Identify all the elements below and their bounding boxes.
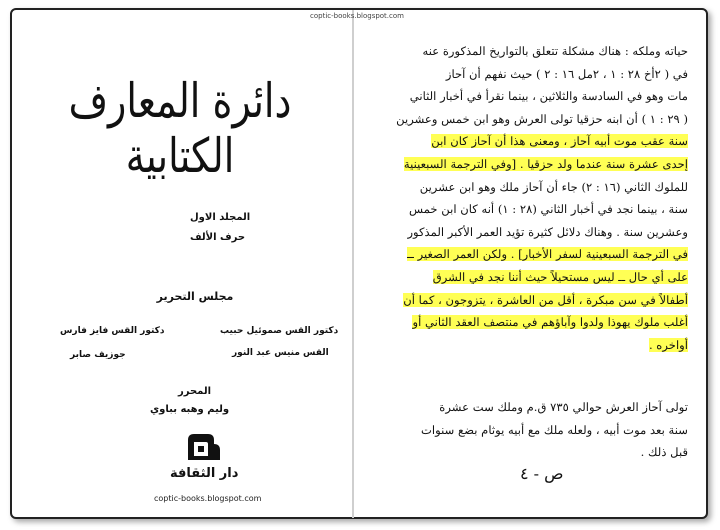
- text-line: [370, 108, 688, 131]
- letter-label: حرف الألف: [190, 232, 246, 243]
- text-line: [370, 40, 688, 63]
- editorial-board-heading: مجلس التحرير: [156, 290, 234, 303]
- editor-heading: المحرر: [178, 386, 212, 397]
- text-line-content: سنة عقب موت أبيه آحاز ، ومعنى هذا أن آحاز كان ابن: [431, 134, 688, 149]
- text-line: [370, 311, 688, 334]
- watermark: coptic-books.blogspot.com: [310, 12, 404, 20]
- article-text: [370, 40, 688, 356]
- article-paragraph: [370, 396, 688, 464]
- text-line-content: على أي حال ــ ليس مستحيلاً حيث أننا نجد في الشرق: [432, 269, 688, 284]
- board-member: دكتور القس فايز فارس: [60, 326, 165, 336]
- text-line: [370, 176, 688, 199]
- book-title: دائرة المعارف الكتابية: [68, 73, 292, 183]
- text-line: تولى آحاز العرش حوالي ٧٣٥ ق.م وملك ست عشرة: [439, 400, 688, 414]
- text-line: [370, 266, 688, 289]
- board-member: دكتور القس صموئيل حبيب: [220, 326, 339, 336]
- text-line-content: ( ٢٩ : ١ ) أن ابنه حزقيا تولى العرش وهو ابن خمس وعشرين: [396, 111, 688, 126]
- text-line-content: سنة ، بينما نجد في أخبار الثاني (٢٨ : ١) أنه كان ابن خمس: [408, 202, 688, 217]
- text-line-content: أطفالاً في سن مبكرة ، أقل من العاشرة ، يتزوجون ، كما أن: [403, 292, 688, 307]
- text-line: [370, 63, 688, 86]
- text-line: سنة بعد موت أبيه ، ولعله ملك مع أبيه يوثام بضع سنوات: [421, 422, 688, 437]
- text-line: [370, 221, 688, 244]
- page-spine-divider: [352, 10, 354, 518]
- blog-url: coptic-books.blogspot.com: [154, 494, 262, 503]
- text-line-content: أواخره .: [648, 337, 688, 352]
- text-line: قبل ذلك .: [640, 445, 688, 460]
- editor-name: وليم وهبه بباوي: [150, 404, 230, 415]
- text-line-content: مات وهو في السادسة والثلاثين ، بينما نقرأ في أخبار الثاني: [409, 89, 688, 104]
- text-line-content: حياته وملكه : هناك مشكلة تتعلق بالتواريخ المذكورة عنه: [422, 44, 688, 58]
- text-line-content: في الترجمة السبعينية لسفر الأخبار] . ولكن العمر الصغير ــ: [407, 247, 688, 262]
- volume-label: المجلد الاول: [190, 212, 251, 223]
- text-line: [370, 130, 688, 153]
- text-line-content: للملوك الثاني (١٦ : ٢) جاء أن آحاز ملك وهو ابن عشرين: [419, 179, 688, 194]
- board-member: جوزيف صابر: [70, 350, 126, 360]
- text-line: [370, 289, 688, 312]
- text-line-content: في ( ٢أخ ٢٨ : ١ ، ٢مل ١٦ : ٢ ) حيث نفهم أن آحاز: [445, 66, 688, 81]
- text-line: [370, 85, 688, 108]
- text-line: [370, 153, 688, 176]
- publisher-logo-icon: [184, 430, 224, 464]
- text-line-content: أغلب ملوك يهوذا ولدوا وآباؤهم في منتصف العقد الثاني أو: [412, 315, 688, 330]
- publisher-name: دار الثقافة: [170, 466, 239, 481]
- board-member: القس منيس عبد النور: [232, 348, 329, 358]
- text-line: [370, 334, 688, 357]
- text-line-content: وعشرين سنة . وهناك دلائل كثيرة تؤيد العمر الأكبر المذكور: [407, 224, 688, 239]
- page-number: ص - ٤: [520, 464, 564, 483]
- text-line: [370, 243, 688, 266]
- text-line-content: إحدى عشرة سنة عندما ولد حزقيا . [وفي الترجمة السبعينية: [403, 156, 688, 171]
- text-line: [370, 198, 688, 221]
